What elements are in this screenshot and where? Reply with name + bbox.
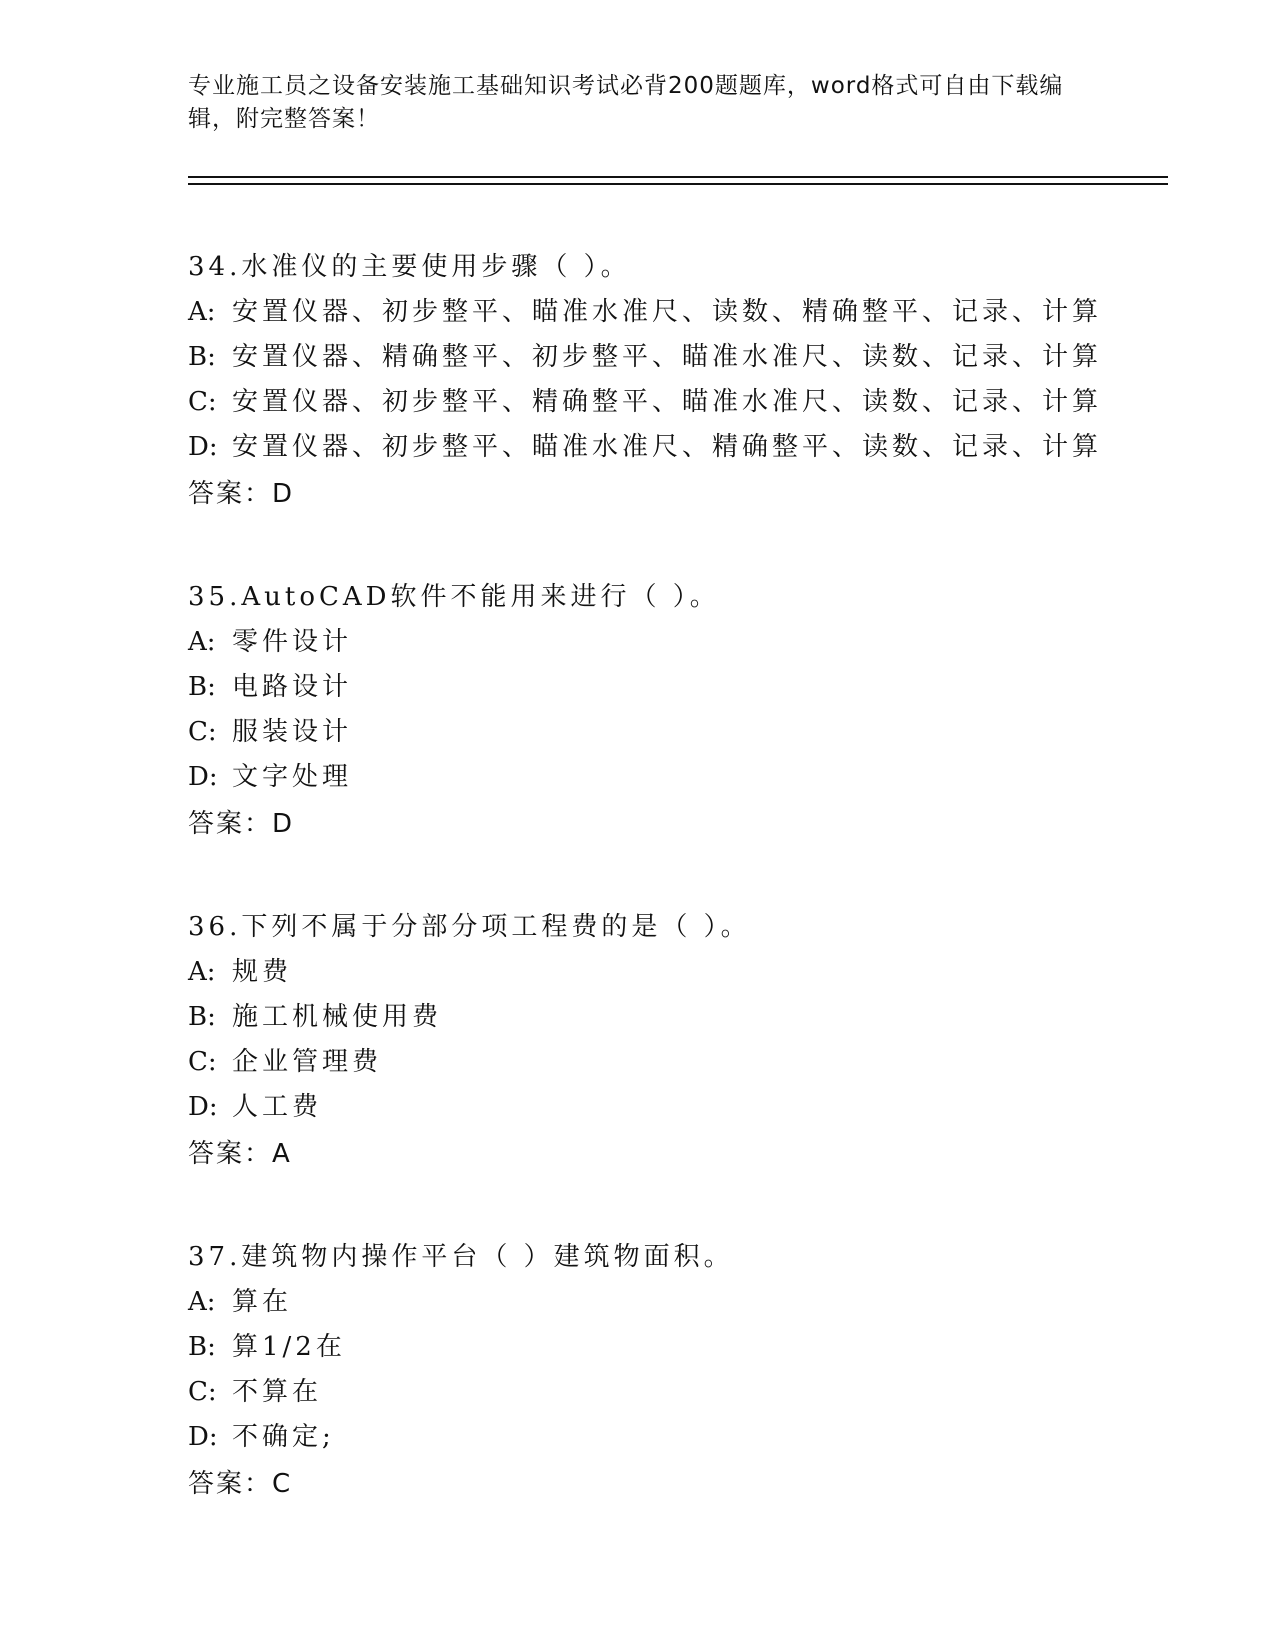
question-stem: 35.AutoCAD软件不能用来进行（ ）。 xyxy=(188,582,720,612)
question-stem: 36.下列不属于分部分项工程费的是（ ）。 xyxy=(188,912,751,942)
question-35 xyxy=(188,575,1168,847)
answer-line: 答案：C xyxy=(188,1469,293,1499)
option-a xyxy=(188,1280,1168,1325)
option-text: 电路设计 xyxy=(232,672,353,702)
option-c xyxy=(188,710,1168,755)
option-text: 规费 xyxy=(232,957,293,987)
option-c xyxy=(188,380,1168,425)
header-double-rule xyxy=(188,176,1168,185)
option-a xyxy=(188,950,1168,995)
option-text: 企业管理费 xyxy=(232,1047,383,1077)
option-text: 文字处理 xyxy=(232,762,353,792)
option-text: 算在 xyxy=(232,1287,293,1317)
option-text: 施工机械使用费 xyxy=(232,1002,443,1032)
answer-line: 答案：D xyxy=(188,479,295,509)
question-36 xyxy=(188,905,1168,1177)
option-text: 安置仪器、初步整平、瞄准水准尺、读数、精确整平、记录、计算 xyxy=(232,297,1103,327)
document-page xyxy=(188,70,1168,1507)
answer-line: 答案：A xyxy=(188,1139,292,1169)
option-label: B: xyxy=(188,342,216,372)
option-d xyxy=(188,755,1168,800)
option-label: D: xyxy=(188,432,218,462)
option-label: D: xyxy=(188,1092,218,1122)
option-d xyxy=(188,1085,1168,1130)
option-d xyxy=(188,425,1168,470)
option-b xyxy=(188,335,1168,380)
option-b xyxy=(188,995,1168,1040)
option-b xyxy=(188,665,1168,710)
option-label: C: xyxy=(188,1377,217,1407)
question-stem: 37.建筑物内操作平台（ ）建筑物面积。 xyxy=(188,1242,734,1272)
option-text: 不算在 xyxy=(232,1377,323,1407)
option-label: C: xyxy=(188,717,217,747)
option-label: D: xyxy=(188,762,218,792)
option-label: A: xyxy=(188,1287,216,1317)
question-37 xyxy=(188,1235,1168,1507)
option-text: 安置仪器、初步整平、精确整平、瞄准水准尺、读数、记录、计算 xyxy=(232,387,1103,417)
question-stem: 34.水准仪的主要使用步骤（ ）。 xyxy=(188,252,631,282)
option-label: C: xyxy=(188,1047,217,1077)
option-label: A: xyxy=(188,297,216,327)
option-text: 算1/2在 xyxy=(232,1332,346,1362)
option-label: C: xyxy=(188,387,217,417)
option-label: A: xyxy=(188,957,216,987)
option-text: 零件设计 xyxy=(232,627,353,657)
option-text: 安置仪器、初步整平、瞄准水准尺、精确整平、读数、记录、计算 xyxy=(232,432,1103,462)
option-a xyxy=(188,620,1168,665)
option-label: D: xyxy=(188,1422,218,1452)
option-text: 人工费 xyxy=(232,1092,323,1122)
option-c xyxy=(188,1370,1168,1415)
option-label: A: xyxy=(188,627,216,657)
option-b xyxy=(188,1325,1168,1370)
option-text: 安置仪器、精确整平、初步整平、瞄准水准尺、读数、记录、计算 xyxy=(232,342,1103,372)
answer-line: 答案：D xyxy=(188,809,295,839)
option-text: 服装设计 xyxy=(232,717,353,747)
document-header: 专业施工员之设备安装施工基础知识考试必背200题题库，word格式可自由下载编辑，附完整答案！ xyxy=(188,73,1064,132)
option-label: B: xyxy=(188,1332,216,1362)
question-34 xyxy=(188,245,1168,517)
option-a xyxy=(188,290,1168,335)
option-d xyxy=(188,1415,1168,1460)
option-text: 不确定; xyxy=(232,1422,335,1452)
option-c xyxy=(188,1040,1168,1085)
option-label: B: xyxy=(188,672,216,702)
option-label: B: xyxy=(188,1002,216,1032)
